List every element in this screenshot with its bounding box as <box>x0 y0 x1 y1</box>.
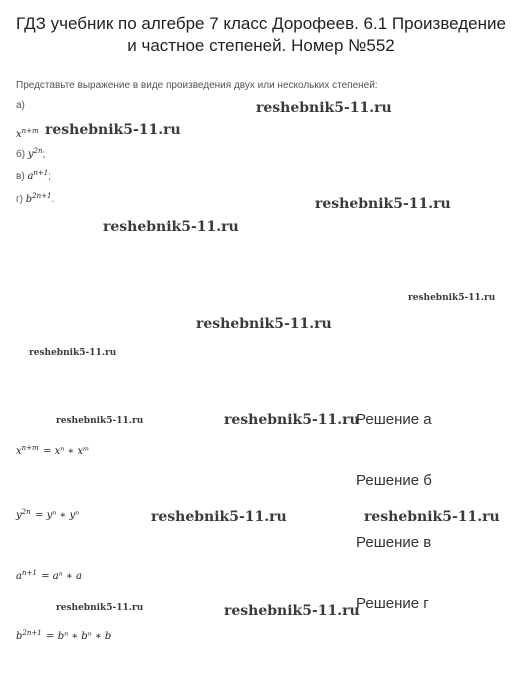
watermark: reshebnik5-11.ru <box>45 122 181 138</box>
solution-formula-d: $b^{2n+1} = b^n$ ∗ bⁿ ∗ b <box>16 629 112 642</box>
solution-rhs: = aⁿ ∗ a <box>41 571 82 582</box>
task-item-b <box>16 149 45 160</box>
task-item-label: б) <box>16 149 26 160</box>
solution-rhs: = xⁿ ∗ xᵐ <box>43 446 90 457</box>
watermark: reshebnik5-11.ru <box>29 348 117 358</box>
watermark: reshebnik5-11.ru <box>151 509 287 525</box>
watermark: reshebnik5-11.ru <box>256 100 392 116</box>
watermark: reshebnik5-11.ru <box>315 196 451 212</box>
math-base: x <box>16 129 22 140</box>
solution-heading-c: Решение в <box>356 534 432 551</box>
task-item-c <box>16 171 51 182</box>
task-item-label: в) <box>16 171 25 182</box>
watermark: reshebnik5-11.ru <box>103 219 239 235</box>
watermark: reshebnik5-11.ru <box>408 293 496 303</box>
watermark: reshebnik5-11.ru <box>224 412 360 428</box>
task-item-a-expression <box>16 124 39 142</box>
watermark: reshebnik5-11.ru <box>56 416 144 426</box>
watermark: reshebnik5-11.ru <box>364 509 500 525</box>
math-exponent: 2n <box>33 147 43 155</box>
task-item-label: а) <box>16 100 25 111</box>
solution-formula-a: $x^{n+m} = x^n$ ∗ xᵐ <box>16 444 90 457</box>
page-title-line-2: и частное степеней. Номер №552 <box>127 36 395 55</box>
task-item-suffix: ; <box>48 171 52 182</box>
math-base: y <box>27 149 34 160</box>
solution-formula-b: $y^{2n} = y^n$ ∗ yⁿ <box>16 508 80 521</box>
task-prompt: Представьте выражение в виде произведения двух или нескольких степеней: <box>16 80 378 91</box>
solution-heading-b: Решение б <box>356 472 432 489</box>
task-item-a <box>16 100 25 111</box>
task-item-label: г) <box>16 194 23 205</box>
math-base: b <box>25 194 33 205</box>
math-exponent: 2n+1 <box>32 192 52 200</box>
math-base: a <box>27 171 34 182</box>
math-exponent: n+1 <box>33 169 49 177</box>
task-item-suffix: ; <box>42 149 46 160</box>
solution-rhs: = yⁿ ∗ yⁿ <box>35 510 80 521</box>
solution-rhs: = bⁿ ∗ bⁿ ∗ b <box>46 631 112 642</box>
solution-formula-c: $a^{n+1} = a^n$ ∗ a <box>16 569 82 582</box>
page-title-line-1: ГДЗ учебник по алгебре 7 класс Дорофеев. 6.1 Произведение <box>16 14 506 33</box>
math-exponent: n+m <box>21 127 39 135</box>
watermark: reshebnik5-11.ru <box>196 316 332 332</box>
solution-heading-d: Решение г <box>356 595 429 612</box>
task-item-d <box>16 194 54 205</box>
watermark: reshebnik5-11.ru <box>56 603 144 613</box>
solution-heading-a: Решение а <box>356 411 432 428</box>
watermark: reshebnik5-11.ru <box>224 603 360 619</box>
task-item-suffix: . <box>51 194 55 205</box>
